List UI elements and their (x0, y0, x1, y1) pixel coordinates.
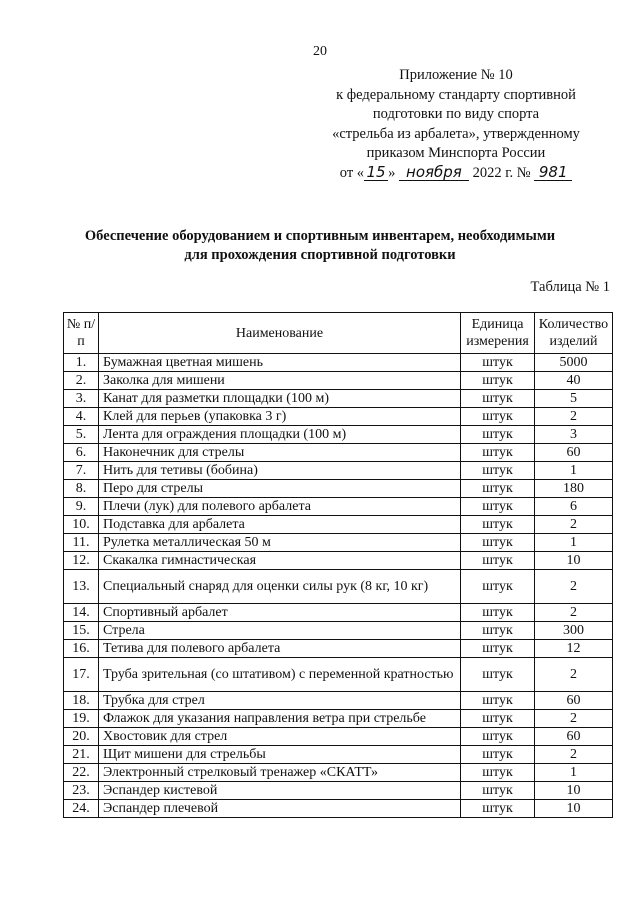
cell-unit: штук (461, 372, 535, 390)
cell-qty: 2 (535, 658, 613, 692)
cell-name: Спортивный арбалет (99, 604, 461, 622)
cell-unit: штук (461, 390, 535, 408)
cell-num: 20. (64, 728, 99, 746)
cell-name: Нить для тетивы (бобина) (99, 462, 461, 480)
cell-unit: штук (461, 622, 535, 640)
cell-num: 23. (64, 782, 99, 800)
cell-qty: 1 (535, 462, 613, 480)
table-row (64, 408, 613, 426)
appendix-date-line (306, 164, 606, 184)
cell-unit: штук (461, 426, 535, 444)
cell-qty: 2 (535, 516, 613, 534)
cell-unit: штук (461, 552, 535, 570)
cell-num: 17. (64, 658, 99, 692)
table-row (64, 552, 613, 570)
cell-unit: штук (461, 604, 535, 622)
cell-name: Стрела (99, 622, 461, 640)
date-year: 2022 г. № (472, 164, 531, 181)
cell-num: 7. (64, 462, 99, 480)
cell-num: 6. (64, 444, 99, 462)
cell-num: 11. (64, 534, 99, 552)
appendix-block (306, 66, 606, 183)
page-number: 20 (313, 44, 327, 59)
cell-num: 1. (64, 354, 99, 372)
table-row (64, 390, 613, 408)
order-number-handwritten: 981 (534, 164, 572, 181)
cell-name: Скакалка гимнастическая (99, 552, 461, 570)
cell-unit: штук (461, 516, 535, 534)
table-caption: Таблица № 1 (530, 279, 610, 295)
cell-num: 5. (64, 426, 99, 444)
table-row (64, 534, 613, 552)
cell-unit: штук (461, 658, 535, 692)
cell-unit: штук (461, 480, 535, 498)
cell-name: Перо для стрелы (99, 480, 461, 498)
cell-unit: штук (461, 354, 535, 372)
table-row (64, 462, 613, 480)
cell-qty: 6 (535, 498, 613, 516)
cell-name: Канат для разметки площадки (100 м) (99, 390, 461, 408)
cell-qty: 2 (535, 710, 613, 728)
table-row (64, 570, 613, 604)
cell-num: 9. (64, 498, 99, 516)
table-row (64, 498, 613, 516)
cell-unit: штук (461, 800, 535, 818)
cell-num: 13. (64, 570, 99, 604)
date-prefix: от « (339, 164, 365, 181)
cell-qty: 60 (535, 692, 613, 710)
cell-num: 8. (64, 480, 99, 498)
table-row (64, 426, 613, 444)
header-name: Наименование (99, 313, 461, 354)
table-row (64, 622, 613, 640)
table-row (64, 354, 613, 372)
cell-unit: штук (461, 408, 535, 426)
cell-qty: 180 (535, 480, 613, 498)
cell-num: 4. (64, 408, 99, 426)
cell-qty: 1 (535, 764, 613, 782)
table-row (64, 764, 613, 782)
document-title (0, 227, 640, 265)
equipment-table (63, 312, 613, 818)
cell-qty: 300 (535, 622, 613, 640)
table-row (64, 372, 613, 390)
cell-num: 15. (64, 622, 99, 640)
cell-name: Специальный снаряд для оценки силы рук (8 кг, 10 кг) (99, 570, 461, 604)
cell-name: Эспандер плечевой (99, 800, 461, 818)
date-month-handwritten: ноября (399, 164, 469, 181)
date-day-handwritten: 15 (364, 164, 388, 181)
table-row (64, 782, 613, 800)
cell-qty: 10 (535, 552, 613, 570)
appendix-line-3: подготовки по виду спорта (372, 106, 540, 122)
cell-name: Наконечник для стрелы (99, 444, 461, 462)
table-body (64, 354, 613, 818)
cell-num: 2. (64, 372, 99, 390)
cell-unit: штук (461, 498, 535, 516)
date-mid: » (388, 164, 396, 181)
cell-num: 24. (64, 800, 99, 818)
cell-qty: 1 (535, 534, 613, 552)
table-row (64, 710, 613, 728)
cell-qty: 10 (535, 782, 613, 800)
cell-num: 12. (64, 552, 99, 570)
cell-num: 21. (64, 746, 99, 764)
cell-name: Флажок для указания направления ветра при стрельбе (99, 710, 461, 728)
cell-num: 3. (64, 390, 99, 408)
cell-name: Щит мишени для стрельбы (99, 746, 461, 764)
cell-qty: 40 (535, 372, 613, 390)
cell-unit: штук (461, 570, 535, 604)
cell-qty: 2 (535, 746, 613, 764)
cell-qty: 2 (535, 408, 613, 426)
table-row (64, 692, 613, 710)
cell-qty: 2 (535, 570, 613, 604)
cell-unit: штук (461, 640, 535, 658)
table-row (64, 480, 613, 498)
header-num: № п/п (64, 313, 99, 354)
equipment-table-wrap (63, 312, 612, 818)
cell-qty: 2 (535, 604, 613, 622)
table-row (64, 640, 613, 658)
cell-name: Труба зрительная (со штативом) с переменной кратностью (99, 658, 461, 692)
cell-name: Лента для ограждения площадки (100 м) (99, 426, 461, 444)
table-row (64, 746, 613, 764)
appendix-line-2: к федеральному стандарту спортивной (336, 86, 576, 103)
cell-name: Плечи (лук) для полевого арбалета (99, 498, 461, 516)
header-unit: Единица измерения (461, 313, 535, 354)
cell-unit: штук (461, 692, 535, 710)
cell-num: 22. (64, 764, 99, 782)
table-row (64, 604, 613, 622)
cell-name: Бумажная цветная мишень (99, 354, 461, 372)
cell-qty: 5000 (535, 354, 613, 372)
cell-num: 19. (64, 710, 99, 728)
title-line-2: для прохождения спортивной подготовки (184, 247, 456, 263)
cell-unit: штук (461, 746, 535, 764)
cell-unit: штук (461, 462, 535, 480)
cell-qty: 12 (535, 640, 613, 658)
cell-unit: штук (461, 728, 535, 746)
cell-name: Подставка для арбалета (99, 516, 461, 534)
table-header-row (64, 313, 613, 354)
appendix-line-1: Приложение № 10 (399, 67, 513, 83)
cell-num: 18. (64, 692, 99, 710)
appendix-line-4: «стрельба из арбалета», утвержденному (332, 125, 580, 142)
cell-name: Хвостовик для стрел (99, 728, 461, 746)
cell-qty: 3 (535, 426, 613, 444)
header-qty: Количество изделий (535, 313, 613, 354)
cell-qty: 5 (535, 390, 613, 408)
table-row (64, 800, 613, 818)
appendix-line-5: приказом Минспорта России (366, 145, 546, 161)
cell-num: 16. (64, 640, 99, 658)
cell-name: Тетива для полевого арбалета (99, 640, 461, 658)
cell-unit: штук (461, 534, 535, 552)
table-row (64, 444, 613, 462)
cell-name: Заколка для мишени (99, 372, 461, 390)
cell-unit: штук (461, 764, 535, 782)
cell-name: Эспандер кистевой (99, 782, 461, 800)
cell-num: 10. (64, 516, 99, 534)
cell-qty: 60 (535, 444, 613, 462)
cell-qty: 10 (535, 800, 613, 818)
cell-unit: штук (461, 710, 535, 728)
cell-name: Электронный стрелковый тренажер «СКАТТ» (99, 764, 461, 782)
table-row (64, 728, 613, 746)
cell-name: Клей для перьев (упаковка 3 г) (99, 408, 461, 426)
table-row (64, 516, 613, 534)
cell-qty: 60 (535, 728, 613, 746)
cell-unit: штук (461, 444, 535, 462)
cell-num: 14. (64, 604, 99, 622)
title-line-1: Обеспечение оборудованием и спортивным инвентарем, необходимыми (84, 228, 556, 244)
cell-name: Рулетка металлическая 50 м (99, 534, 461, 552)
cell-unit: штук (461, 782, 535, 800)
cell-name: Трубка для стрел (99, 692, 461, 710)
table-row (64, 658, 613, 692)
